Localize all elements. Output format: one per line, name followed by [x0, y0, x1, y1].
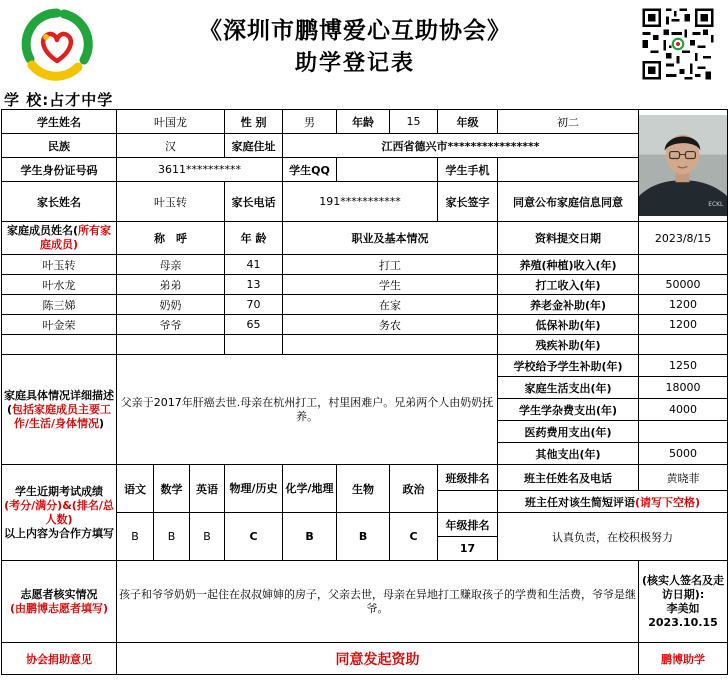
gender-label: 性 别 [225, 110, 283, 134]
row-volunteer [2, 561, 728, 643]
subject-label: 语文 [117, 465, 154, 513]
qr-code-icon [640, 6, 716, 82]
subject-score[interactable]: C [390, 513, 438, 561]
grade-rank-label: 年级排名 [438, 513, 498, 537]
gender-value[interactable]: 男 [283, 110, 337, 134]
subject-score[interactable]: B [154, 513, 190, 561]
member-occupation[interactable]: 务农 [283, 315, 498, 335]
family-row [2, 255, 728, 275]
family-row [2, 295, 728, 315]
member-relation[interactable]: 爷爷 [117, 315, 225, 335]
volunteer-label: 志愿者核实情况 (由鹏博志愿者填写) [2, 561, 117, 643]
income-value[interactable] [639, 255, 728, 275]
phone-label: 学生手机 [438, 158, 498, 182]
family-description-value[interactable]: 父亲于2017年肝癌去世.母亲在杭州打工，村里困难户。兄弟两个人由奶奶抚养。 [117, 355, 498, 465]
income-label: 养老金补助(年) [498, 295, 639, 315]
subject-label: 生物 [337, 465, 390, 513]
organization-name: 鹏博助学 [639, 643, 728, 675]
row-ethnicity-address [2, 134, 728, 158]
home-address-value[interactable]: 江西省德兴市**************** [283, 134, 639, 158]
association-opinion-label: 协会捐助意见 [2, 643, 117, 675]
expense-value[interactable] [639, 421, 728, 443]
member-age[interactable]: 13 [225, 275, 283, 295]
family-members-label: 家庭成员姓名(所有家庭成员) [2, 222, 117, 255]
subject-score[interactable]: B [283, 513, 337, 561]
student-photo-image [639, 115, 727, 217]
teacher-comment-label: 班主任对该生简短评语(请写下空格) [498, 491, 728, 513]
subject-score[interactable]: B [337, 513, 390, 561]
verifier-label: (核实人签名及走访日期): [642, 573, 725, 601]
income-value[interactable] [639, 335, 728, 355]
family-row [2, 315, 728, 335]
row-family-header [2, 222, 728, 255]
member-occupation[interactable]: 打工 [283, 255, 498, 275]
form-subtitle: 助学登记表 [294, 50, 415, 76]
family-row [2, 335, 728, 355]
verifier-cell[interactable] [639, 561, 728, 643]
id-number-value[interactable]: 3611********** [117, 158, 283, 182]
family-row [2, 275, 728, 295]
grade-rank-value[interactable]: 17 [438, 537, 498, 561]
subject-score[interactable]: B [117, 513, 154, 561]
member-occupation[interactable]: 在家 [283, 295, 498, 315]
member-age[interactable]: 70 [225, 295, 283, 315]
row-parent [2, 182, 728, 222]
exam-results-label: 学生近期考试成绩 (考分/满分)&(排名/总人数) 以上内容为合作方填写 [2, 465, 117, 561]
association-logo-icon [18, 5, 96, 83]
income-label: 低保补助(年) [498, 315, 639, 335]
member-name[interactable] [2, 335, 117, 355]
member-name[interactable]: 叶玉转 [2, 255, 117, 275]
teacher-comment-value[interactable]: 认真负责，在校积极努力 [498, 513, 728, 561]
row-association [2, 643, 728, 675]
student-name-value[interactable]: 叶国龙 [117, 110, 225, 134]
income-value[interactable]: 50000 [639, 275, 728, 295]
relation-label: 称 呼 [117, 222, 225, 255]
parent-phone-value[interactable]: 191*********** [283, 182, 438, 222]
verify-date: 2023.10.15 [648, 615, 718, 629]
expense-label: 学生学杂费支出(年) [498, 399, 639, 421]
expense-value[interactable]: 5000 [639, 443, 728, 465]
registration-table [1, 109, 728, 675]
ethnicity-label: 民族 [2, 134, 117, 158]
expense-label: 医药费用支出(年) [498, 421, 639, 443]
subject-label: 政治 [390, 465, 438, 513]
expense-value[interactable]: 1250 [639, 355, 728, 377]
ethnicity-value[interactable]: 汉 [117, 134, 225, 158]
teacher-name-label: 班主任姓名及电话 [498, 465, 639, 491]
member-name[interactable]: 叶水龙 [2, 275, 117, 295]
expense-value[interactable]: 4000 [639, 399, 728, 421]
qq-label: 学生QQ [283, 158, 337, 182]
row-id-contact [2, 158, 728, 182]
row-family-description [2, 355, 728, 377]
subject-label: 物理/历史 [225, 465, 283, 513]
class-rank-label: 班级排名 [438, 465, 498, 491]
income-value[interactable]: 1200 [639, 295, 728, 315]
member-age[interactable]: 41 [225, 255, 283, 275]
income-value[interactable]: 1200 [639, 315, 728, 335]
submit-date-label: 资料提交日期 [498, 222, 639, 255]
income-label: 打工收入(年) [498, 275, 639, 295]
association-decision[interactable]: 同意发起资助 [117, 643, 639, 675]
consent-label: 同意公布家庭信息同意 [498, 182, 639, 222]
form-header [0, 0, 728, 86]
member-occupation[interactable]: 学生 [283, 275, 498, 295]
parent-name-value[interactable]: 叶玉转 [117, 182, 225, 222]
row-exam-header [2, 465, 728, 491]
age-label: 年龄 [337, 110, 390, 134]
member-relation[interactable]: 弟弟 [117, 275, 225, 295]
member-name[interactable]: 叶金荣 [2, 315, 117, 335]
member-age-label: 年 龄 [225, 222, 283, 255]
home-address-label: 家庭住址 [225, 134, 283, 158]
member-relation[interactable]: 奶奶 [117, 295, 225, 315]
class-rank-value[interactable] [438, 491, 498, 513]
grade-value[interactable]: 初二 [498, 110, 639, 134]
teacher-name-value[interactable]: 黄晓菲 [639, 465, 728, 491]
id-number-label: 学生身份证号码 [2, 158, 117, 182]
expense-label: 学校给予学生补助(年) [498, 355, 639, 377]
subject-label: 化学/地理 [283, 465, 337, 513]
student-photo [639, 110, 728, 222]
volunteer-note[interactable]: 孩子和爷爷奶奶一起住在叔叔婶婶的房子，父亲去世，母亲在异地打工赚取孩子的学费和生活费，爷爷是继爷。 [117, 561, 639, 643]
member-relation[interactable]: 母亲 [117, 255, 225, 275]
submit-date-value[interactable]: 2023/8/15 [639, 222, 728, 255]
row-student-basic [2, 110, 728, 134]
verifier-name: 李美如 [666, 601, 700, 615]
member-occupation[interactable] [283, 335, 498, 355]
school-name: 学 校:占才中学 [4, 91, 114, 109]
parent-name-label: 家长姓名 [2, 182, 117, 222]
grade-label: 年级 [438, 110, 498, 134]
form-title: 《深圳市鹏博爱心互助协会》 [199, 17, 511, 44]
occupation-label: 职业及基本情况 [283, 222, 498, 255]
age-value[interactable]: 15 [390, 110, 438, 134]
subject-label: 英语 [190, 465, 225, 513]
income-label: 养殖(种植)收入(年) [498, 255, 639, 275]
phone-value[interactable] [498, 158, 639, 182]
parent-sign-label: 家长签字 [438, 182, 498, 222]
member-age[interactable]: 65 [225, 315, 283, 335]
member-name[interactable]: 陈三娣 [2, 295, 117, 315]
qq-value[interactable] [337, 158, 438, 182]
subject-score[interactable]: C [225, 513, 283, 561]
svg-text:ECKL: ECKL [708, 200, 724, 208]
parent-phone-label: 家长电话 [225, 182, 283, 222]
student-name-label: 学生姓名 [2, 110, 117, 134]
family-description-label: 家庭具体情况详细描述(包括家庭成员主要工作/生活/身体情况) [2, 355, 117, 465]
member-age[interactable] [225, 335, 283, 355]
expense-label: 家庭生活支出(年) [498, 377, 639, 399]
subject-score[interactable]: B [190, 513, 225, 561]
member-relation[interactable] [117, 335, 225, 355]
income-label: 残疾补助(年) [498, 335, 639, 355]
expense-label: 其他支出(年) [498, 443, 639, 465]
expense-value[interactable]: 18000 [639, 377, 728, 399]
subject-label: 数学 [154, 465, 190, 513]
